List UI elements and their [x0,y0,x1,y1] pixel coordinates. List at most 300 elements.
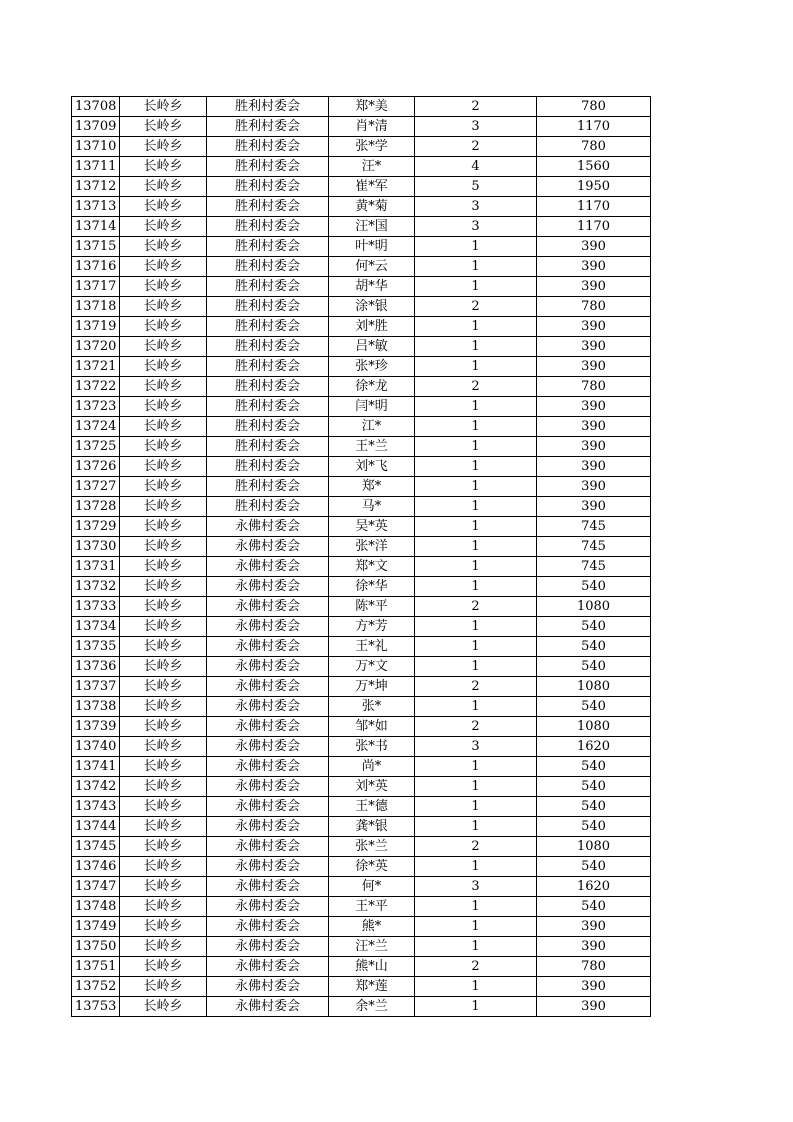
name-cell: 尚* [329,757,415,777]
count-cell: 1 [415,237,537,257]
record-id-cell: 13713 [72,197,120,217]
table-row [72,637,651,657]
count-cell: 2 [415,297,537,317]
village-cell: 永佛村委会 [207,517,329,537]
amount-cell: 540 [537,757,651,777]
count-cell: 1 [415,697,537,717]
village-cell: 永佛村委会 [207,657,329,677]
name-cell: 马* [329,497,415,517]
record-id-cell: 13749 [72,917,120,937]
amount-cell: 390 [537,477,651,497]
township-cell: 长岭乡 [120,977,207,997]
name-cell: 刘*英 [329,777,415,797]
table-row [72,717,651,737]
township-cell: 长岭乡 [120,257,207,277]
township-cell: 长岭乡 [120,677,207,697]
amount-cell: 390 [537,357,651,377]
amount-cell: 1620 [537,737,651,757]
village-cell: 胜利村委会 [207,377,329,397]
village-cell: 胜利村委会 [207,397,329,417]
village-cell: 胜利村委会 [207,177,329,197]
name-cell: 黄*菊 [329,197,415,217]
amount-cell: 390 [537,397,651,417]
count-cell: 1 [415,317,537,337]
record-id-cell: 13751 [72,957,120,977]
table-row [72,157,651,177]
table-row [72,497,651,517]
township-cell: 长岭乡 [120,337,207,357]
record-id-cell: 13740 [72,737,120,757]
count-cell: 1 [415,457,537,477]
count-cell: 1 [415,797,537,817]
count-cell: 1 [415,497,537,517]
record-id-cell: 13717 [72,277,120,297]
name-cell: 肖*清 [329,117,415,137]
count-cell: 3 [415,877,537,897]
name-cell: 徐*英 [329,857,415,877]
table-row [72,857,651,877]
name-cell: 江* [329,417,415,437]
amount-cell: 1950 [537,177,651,197]
village-cell: 永佛村委会 [207,737,329,757]
township-cell: 长岭乡 [120,457,207,477]
village-cell: 永佛村委会 [207,557,329,577]
township-cell: 长岭乡 [120,997,207,1017]
amount-cell: 390 [537,437,651,457]
record-id-cell: 13735 [72,637,120,657]
record-id-cell: 13726 [72,457,120,477]
name-cell: 胡*华 [329,277,415,297]
record-id-cell: 13710 [72,137,120,157]
record-id-cell: 13745 [72,837,120,857]
table-row [72,697,651,717]
name-cell: 万*坤 [329,677,415,697]
table-row [72,597,651,617]
amount-cell: 1170 [537,217,651,237]
village-cell: 永佛村委会 [207,857,329,877]
township-cell: 长岭乡 [120,317,207,337]
village-cell: 胜利村委会 [207,237,329,257]
village-cell: 胜利村委会 [207,257,329,277]
township-cell: 长岭乡 [120,417,207,437]
record-id-cell: 13748 [72,897,120,917]
table-row [72,997,651,1017]
name-cell: 郑* [329,477,415,497]
amount-cell: 390 [537,497,651,517]
village-cell: 胜利村委会 [207,477,329,497]
amount-cell: 540 [537,897,651,917]
township-cell: 长岭乡 [120,197,207,217]
count-cell: 1 [415,577,537,597]
table-row [72,137,651,157]
table-row [72,657,651,677]
township-cell: 长岭乡 [120,717,207,737]
township-cell: 长岭乡 [120,177,207,197]
count-cell: 2 [415,137,537,157]
township-cell: 长岭乡 [120,637,207,657]
table-row [72,417,651,437]
table-row [72,477,651,497]
amount-cell: 540 [537,697,651,717]
name-cell: 陈*平 [329,597,415,617]
record-id-cell: 13724 [72,417,120,437]
village-cell: 胜利村委会 [207,157,329,177]
name-cell: 刘*胜 [329,317,415,337]
record-id-cell: 13736 [72,657,120,677]
village-cell: 胜利村委会 [207,137,329,157]
township-cell: 长岭乡 [120,757,207,777]
township-cell: 长岭乡 [120,437,207,457]
record-id-cell: 13716 [72,257,120,277]
name-cell: 龚*银 [329,817,415,837]
village-cell: 胜利村委会 [207,117,329,137]
village-cell: 胜利村委会 [207,437,329,457]
amount-cell: 1080 [537,717,651,737]
table-row [72,277,651,297]
record-id-cell: 13739 [72,717,120,737]
name-cell: 郑*美 [329,97,415,117]
count-cell: 4 [415,157,537,177]
count-cell: 1 [415,417,537,437]
name-cell: 叶*明 [329,237,415,257]
amount-cell: 540 [537,577,651,597]
table-row [72,917,651,937]
record-id-cell: 13709 [72,117,120,137]
township-cell: 长岭乡 [120,377,207,397]
village-cell: 永佛村委会 [207,577,329,597]
record-id-cell: 13711 [72,157,120,177]
count-cell: 5 [415,177,537,197]
table-row [72,897,651,917]
record-id-cell: 13729 [72,517,120,537]
count-cell: 1 [415,437,537,457]
table-row [72,457,651,477]
village-cell: 永佛村委会 [207,937,329,957]
table-row [72,577,651,597]
table-row [72,677,651,697]
record-id-cell: 13723 [72,397,120,417]
name-cell: 熊*山 [329,957,415,977]
table-row [72,617,651,637]
name-cell: 徐*华 [329,577,415,597]
name-cell: 吴*英 [329,517,415,537]
township-cell: 长岭乡 [120,277,207,297]
amount-cell: 390 [537,977,651,997]
count-cell: 1 [415,557,537,577]
table-row [72,237,651,257]
township-cell: 长岭乡 [120,577,207,597]
table-row [72,197,651,217]
count-cell: 1 [415,897,537,917]
count-cell: 1 [415,277,537,297]
table-row [72,377,651,397]
count-cell: 2 [415,677,537,697]
township-cell: 长岭乡 [120,817,207,837]
amount-cell: 780 [537,957,651,977]
record-id-cell: 13744 [72,817,120,837]
name-cell: 闫*明 [329,397,415,417]
count-cell: 1 [415,617,537,637]
village-cell: 永佛村委会 [207,997,329,1017]
amount-cell: 390 [537,237,651,257]
village-cell: 胜利村委会 [207,317,329,337]
village-cell: 胜利村委会 [207,97,329,117]
township-cell: 长岭乡 [120,797,207,817]
name-cell: 张*学 [329,137,415,157]
record-id-cell: 13720 [72,337,120,357]
count-cell: 1 [415,817,537,837]
township-cell: 长岭乡 [120,117,207,137]
village-cell: 胜利村委会 [207,337,329,357]
amount-cell: 390 [537,337,651,357]
record-id-cell: 13719 [72,317,120,337]
village-cell: 胜利村委会 [207,417,329,437]
township-cell: 长岭乡 [120,97,207,117]
name-cell: 张*洋 [329,537,415,557]
count-cell: 3 [415,197,537,217]
name-cell: 余*兰 [329,997,415,1017]
village-cell: 胜利村委会 [207,297,329,317]
township-cell: 长岭乡 [120,857,207,877]
village-cell: 永佛村委会 [207,757,329,777]
count-cell: 3 [415,737,537,757]
record-id-cell: 13738 [72,697,120,717]
data-table [71,96,651,1017]
village-cell: 永佛村委会 [207,697,329,717]
name-cell: 刘*飞 [329,457,415,477]
amount-cell: 390 [537,917,651,937]
name-cell: 汪* [329,157,415,177]
village-cell: 永佛村委会 [207,837,329,857]
table-row [72,817,651,837]
township-cell: 长岭乡 [120,737,207,757]
table-row [72,257,651,277]
township-cell: 长岭乡 [120,497,207,517]
name-cell: 徐*龙 [329,377,415,397]
record-id-cell: 13721 [72,357,120,377]
amount-cell: 390 [537,317,651,337]
name-cell: 郑*文 [329,557,415,577]
table-row [72,97,651,117]
township-cell: 长岭乡 [120,477,207,497]
table-row [72,217,651,237]
table-row [72,937,651,957]
count-cell: 1 [415,637,537,657]
amount-cell: 390 [537,417,651,437]
village-cell: 胜利村委会 [207,457,329,477]
record-id-cell: 13746 [72,857,120,877]
name-cell: 方*芳 [329,617,415,637]
township-cell: 长岭乡 [120,877,207,897]
record-id-cell: 13728 [72,497,120,517]
count-cell: 1 [415,397,537,417]
name-cell: 张*书 [329,737,415,757]
village-cell: 永佛村委会 [207,897,329,917]
amount-cell: 1080 [537,597,651,617]
table-row [72,757,651,777]
amount-cell: 1560 [537,157,651,177]
township-cell: 长岭乡 [120,957,207,977]
township-cell: 长岭乡 [120,237,207,257]
table-row [72,437,651,457]
table-row [72,557,651,577]
township-cell: 长岭乡 [120,217,207,237]
amount-cell: 745 [537,537,651,557]
table-row [72,737,651,757]
table-row [72,357,651,377]
amount-cell: 540 [537,617,651,637]
village-cell: 胜利村委会 [207,197,329,217]
amount-cell: 540 [537,857,651,877]
record-id-cell: 13725 [72,437,120,457]
record-id-cell: 13733 [72,597,120,617]
name-cell: 张*珍 [329,357,415,377]
township-cell: 长岭乡 [120,557,207,577]
count-cell: 1 [415,357,537,377]
village-cell: 永佛村委会 [207,877,329,897]
amount-cell: 1080 [537,677,651,697]
amount-cell: 780 [537,297,651,317]
name-cell: 吕*敏 [329,337,415,357]
township-cell: 长岭乡 [120,777,207,797]
amount-cell: 745 [537,557,651,577]
name-cell: 何*云 [329,257,415,277]
record-id-cell: 13722 [72,377,120,397]
amount-cell: 540 [537,657,651,677]
amount-cell: 540 [537,817,651,837]
table-row [72,397,651,417]
township-cell: 长岭乡 [120,517,207,537]
count-cell: 1 [415,937,537,957]
table-row [72,337,651,357]
township-cell: 长岭乡 [120,657,207,677]
record-id-cell: 13708 [72,97,120,117]
amount-cell: 1620 [537,877,651,897]
table-row [72,537,651,557]
amount-cell: 745 [537,517,651,537]
township-cell: 长岭乡 [120,897,207,917]
name-cell: 王*德 [329,797,415,817]
township-cell: 长岭乡 [120,917,207,937]
amount-cell: 390 [537,257,651,277]
table-row [72,517,651,537]
count-cell: 1 [415,917,537,937]
record-id-cell: 13743 [72,797,120,817]
village-cell: 永佛村委会 [207,637,329,657]
township-cell: 长岭乡 [120,937,207,957]
name-cell: 何* [329,877,415,897]
count-cell: 1 [415,477,537,497]
table-row [72,957,651,977]
count-cell: 1 [415,997,537,1017]
record-id-cell: 13732 [72,577,120,597]
name-cell: 崔*军 [329,177,415,197]
village-cell: 胜利村委会 [207,277,329,297]
table-row [72,777,651,797]
name-cell: 邹*如 [329,717,415,737]
count-cell: 1 [415,977,537,997]
record-id-cell: 13727 [72,477,120,497]
count-cell: 2 [415,957,537,977]
record-id-cell: 13737 [72,677,120,697]
count-cell: 3 [415,217,537,237]
name-cell: 张*兰 [329,837,415,857]
name-cell: 张* [329,697,415,717]
table-row [72,837,651,857]
township-cell: 长岭乡 [120,137,207,157]
amount-cell: 390 [537,277,651,297]
count-cell: 1 [415,657,537,677]
count-cell: 1 [415,857,537,877]
amount-cell: 390 [537,457,651,477]
table-row [72,877,651,897]
table-row [72,977,651,997]
amount-cell: 1170 [537,117,651,137]
table-row [72,177,651,197]
count-cell: 1 [415,757,537,777]
name-cell: 王*平 [329,897,415,917]
record-id-cell: 13742 [72,777,120,797]
name-cell: 郑*莲 [329,977,415,997]
township-cell: 长岭乡 [120,617,207,637]
name-cell: 汪*国 [329,217,415,237]
record-id-cell: 13718 [72,297,120,317]
table-row [72,117,651,137]
amount-cell: 540 [537,637,651,657]
record-id-cell: 13731 [72,557,120,577]
township-cell: 长岭乡 [120,697,207,717]
village-cell: 胜利村委会 [207,497,329,517]
record-id-cell: 13712 [72,177,120,197]
count-cell: 2 [415,377,537,397]
name-cell: 汪*兰 [329,937,415,957]
village-cell: 胜利村委会 [207,217,329,237]
village-cell: 永佛村委会 [207,617,329,637]
record-id-cell: 13714 [72,217,120,237]
township-cell: 长岭乡 [120,357,207,377]
count-cell: 1 [415,517,537,537]
village-cell: 永佛村委会 [207,537,329,557]
amount-cell: 780 [537,137,651,157]
village-cell: 永佛村委会 [207,797,329,817]
count-cell: 2 [415,97,537,117]
amount-cell: 1080 [537,837,651,857]
table-row [72,317,651,337]
record-id-cell: 13741 [72,757,120,777]
name-cell: 王*礼 [329,637,415,657]
village-cell: 永佛村委会 [207,817,329,837]
name-cell: 熊* [329,917,415,937]
count-cell: 2 [415,597,537,617]
count-cell: 1 [415,257,537,277]
amount-cell: 780 [537,377,651,397]
record-id-cell: 13747 [72,877,120,897]
village-cell: 永佛村委会 [207,957,329,977]
amount-cell: 540 [537,797,651,817]
village-cell: 永佛村委会 [207,917,329,937]
village-cell: 永佛村委会 [207,977,329,997]
record-id-cell: 13730 [72,537,120,557]
count-cell: 2 [415,837,537,857]
record-id-cell: 13715 [72,237,120,257]
record-id-cell: 13752 [72,977,120,997]
table-body [72,97,651,1017]
township-cell: 长岭乡 [120,837,207,857]
amount-cell: 390 [537,937,651,957]
record-id-cell: 13734 [72,617,120,637]
amount-cell: 780 [537,97,651,117]
township-cell: 长岭乡 [120,157,207,177]
